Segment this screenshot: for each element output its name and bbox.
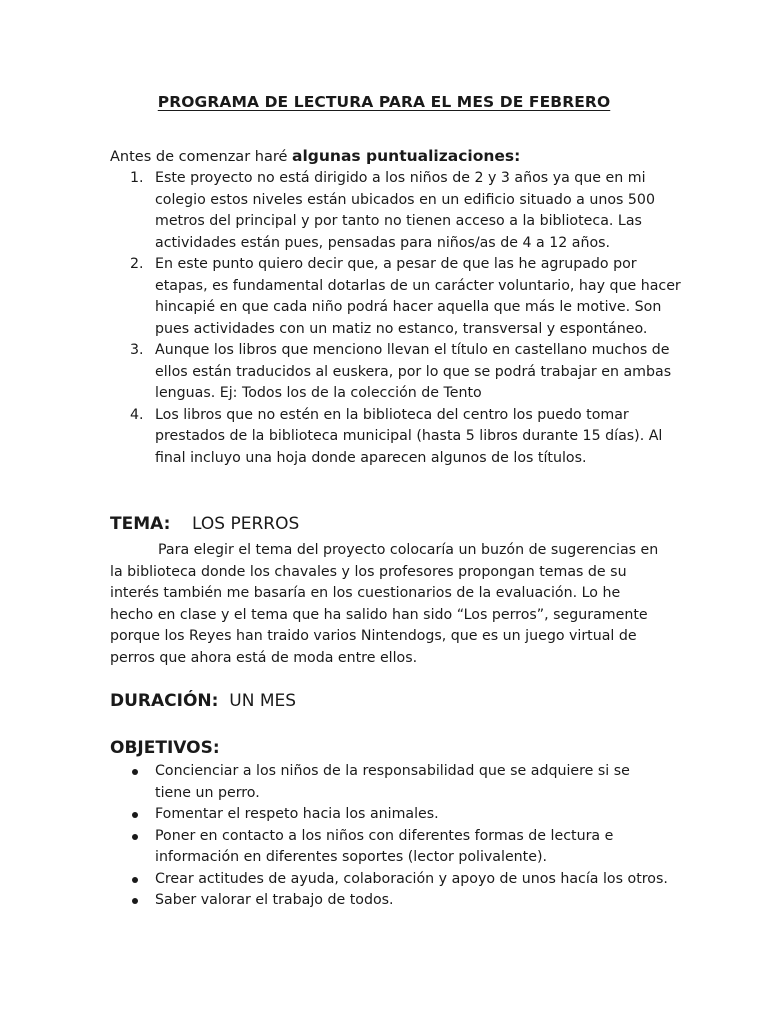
tema-label: TEMA: [110, 514, 171, 534]
list-item-text: Este proyecto no está dirigido a los niños de 2 y 3 años ya que en mi colegio estos niveles están ubicados en un edificio situado a unos 500 metros del principal y por tanto no tienen acceso a la biblioteca. Las actividades están pues, pensadas para niños/as de 4 a 12 años. [155, 170, 655, 251]
list-item [110, 405, 690, 470]
list-item [110, 869, 670, 891]
bullet-icon [132, 877, 138, 883]
objetivos-label: OBJETIVOS: [110, 738, 220, 758]
list-item [110, 804, 670, 826]
intro-bold-text: algunas puntualizaciones: [292, 147, 521, 165]
duracion-heading [110, 691, 296, 711]
bullet-icon [132, 834, 138, 840]
list-item-text: Los libros que no estén en la biblioteca del centro los puedo tomar prestados de la biblioteca municipal (hasta 5 libros durante 15 días). Al final incluyo una hoja donde aparecen algunos de los títulos. [155, 406, 663, 466]
list-item-text: Poner en contacto a los niños con diferentes formas de lectura e información en diferentes soportes (lector polivalente). [155, 827, 614, 865]
bullet-icon [132, 898, 138, 904]
list-item [110, 340, 690, 405]
objetivos-heading [110, 738, 220, 758]
duracion-value: UN MES [229, 691, 297, 711]
objetivos-list [110, 761, 670, 912]
page-title: PROGRAMA DE LECTURA PARA EL MES DE FEBRERO [157, 93, 611, 111]
intro-line [110, 147, 520, 165]
list-item [110, 761, 670, 804]
bullet-icon [132, 812, 138, 818]
list-item [110, 826, 670, 869]
list-item-text: Aunque los libros que menciono llevan el título en castellano muchos de ellos están traducidos al euskera, por lo que se podrá trabajar en ambas lenguas. Ej: Todos los de la colección de Tento [155, 342, 672, 401]
tema-paragraph: Para elegir el tema del proyecto colocaría un buzón de sugerencias en la biblioteca donde los chavales y los profesores propongan temas de su interés también me basaría en los cuestionarios de la evaluación. Lo he hecho en clase y el tema que ha salido han sido “Los perros”, seguramente porque los Reyes han traido varios Nintendogs, que es un juego virtual de perros que ahora está de moda entre ellos. [110, 542, 659, 666]
list-item [110, 890, 670, 912]
list-item-number: 2. [130, 256, 144, 272]
notes-list [110, 168, 690, 469]
intro-text: Antes de comenzar haré [110, 149, 293, 165]
duracion-label: DURACIÓN: [110, 691, 219, 711]
list-item-number: 4. [130, 406, 144, 423]
list-item-text: En este punto quiero decir que, a pesar de que las he agrupado por etapas, es fundamental dotarlas de un carácter voluntario, hay que hacer hincapié en que cada niño podrá hacer aquella que más le motive. Son pues actividades con un matiz no estanco, transversal y espontáneo. [155, 256, 681, 337]
bullet-icon [132, 769, 138, 775]
list-item-text: Concienciar a los niños de la responsabilidad que se adquiere si se tiene un perro. [155, 763, 630, 801]
list-item [110, 254, 690, 340]
list-item-text: Crear actitudes de ayuda, colaboración y apoyo de unos hacía los otros. [155, 870, 668, 887]
list-item-number: 3. [130, 342, 144, 358]
tema-heading [110, 514, 299, 534]
list-item-text: Fomentar el respeto hacia los animales. [155, 806, 439, 822]
tema-value: LOS PERROS [192, 514, 300, 534]
list-item [110, 168, 690, 254]
list-item-number: 1. [130, 170, 144, 186]
list-item-text: Saber valorar el trabajo de todos. [155, 892, 394, 908]
